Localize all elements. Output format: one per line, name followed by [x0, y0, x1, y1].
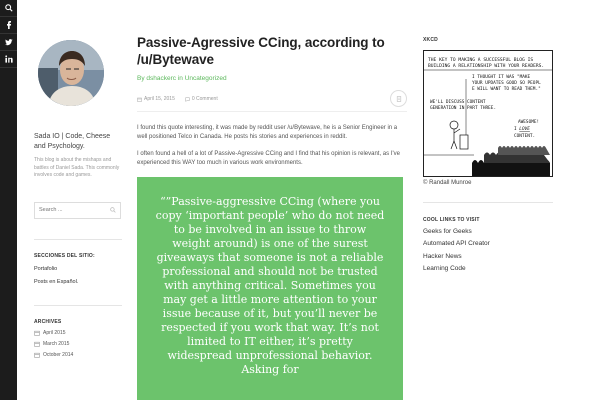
link-geeks-for-geeks[interactable]: Geeks for Geeks [423, 227, 472, 235]
comments-link[interactable] [185, 96, 218, 102]
svg-text:YOUR UPDATES GOOD SO PEOPL: YOUR UPDATES GOOD SO PEOPL [472, 81, 541, 86]
comic-drawing [424, 51, 553, 177]
site-description: This blog is about the mishaps and battles of Daniel Sada. This commonly involves code and games. [34, 157, 120, 178]
search-icon[interactable] [110, 207, 116, 213]
date-label: April 15, 2015 [144, 96, 175, 102]
facebook-button[interactable] [0, 17, 17, 34]
link-automated-api-creator[interactable]: Automated API Creator [423, 240, 490, 247]
archive-item[interactable] [34, 352, 122, 358]
search-button[interactable] [0, 0, 17, 17]
section-link-portafolio[interactable]: Portafolio [34, 265, 58, 272]
comic-credit: © Randall Munroe [423, 180, 472, 186]
post-paragraph: I often found a hell of a lot of Passive-Agressive CCing and I find that his opinion is relevant, as I've experienced this WAY too much in various work environments. [137, 151, 400, 166]
archive-label: March 2015 [43, 340, 70, 347]
author-link[interactable]: dshackerc [146, 75, 177, 82]
comic-bubble-2: WE'LL DISCUSS CONTENT [430, 100, 486, 105]
xkcd-title: XKCD [423, 37, 438, 43]
right-sidebar [423, 37, 553, 273]
search-box [34, 202, 121, 219]
divider [34, 305, 122, 306]
comment-icon [185, 97, 190, 102]
xkcd-comic[interactable] [423, 50, 553, 177]
calendar-icon [34, 352, 40, 358]
search-icon [5, 4, 13, 12]
svg-text:BUILDING A RELATIONSHIP WITH Y: BUILDING A RELATIONSHIP WITH YOUR READERS. [428, 64, 545, 69]
divider [137, 111, 407, 112]
comments-label: 0 Comment [191, 96, 218, 102]
linkedin-button[interactable] [0, 51, 17, 68]
archive-item[interactable] [34, 330, 122, 336]
svg-text:I LOVE: I LOVE [514, 127, 530, 132]
archive-label: October 2014 [43, 351, 74, 358]
calendar-icon [137, 97, 142, 102]
comic-bubble-3: AWESOME! [518, 120, 540, 125]
divider [423, 202, 553, 203]
svg-text:GENERATION IN PART THREE.: GENERATION IN PART THREE. [430, 106, 497, 111]
calendar-icon [34, 341, 40, 347]
facebook-icon [5, 21, 13, 29]
links-title: COOL LINKS TO VISIT [423, 217, 480, 223]
by-prefix: By [137, 75, 147, 82]
comic-caption: THE KEY TO MAKING A SUCCESSFUL BLOG IS [428, 58, 534, 63]
link-hacker-news[interactable]: Hacker News [423, 252, 462, 260]
byline [137, 75, 407, 82]
post-format-button[interactable] [390, 90, 407, 107]
post-content [137, 35, 407, 400]
post-meta [137, 96, 407, 102]
post-title[interactable]: Passive-Agressive CCing, according to /u/Bytewave [137, 35, 385, 67]
section-link-posts-espanol[interactable]: Posts en Español. [34, 278, 79, 285]
post-paragraph: I found this quote interesting, it was made by reddit user /u/Bytewave, he is a Senior Engineer in a well positioned Telco in Canada. He posts his stories and experiences in reddit. [137, 125, 398, 140]
category-link[interactable]: Uncategorized [184, 75, 227, 82]
social-bar [0, 0, 17, 400]
twitter-icon [5, 38, 13, 46]
svg-text:E WILL WANT TO READ THEM.": E WILL WANT TO READ THEM." [472, 87, 541, 92]
author-photo [38, 40, 104, 106]
svg-text:CONTENT.: CONTENT. [514, 134, 536, 139]
archives-title: ARCHIVES [34, 318, 62, 325]
site-title: Sada IO | Code, Cheese and Psychology. [34, 133, 111, 150]
calendar-icon [34, 330, 40, 336]
divider [34, 239, 122, 240]
comic-bubble-1: I THOUGHT IT WAS "MAKE [472, 75, 531, 80]
post-date [137, 96, 175, 102]
blockquote: “”Passive-aggressive CCing (where you copy ‘important people’ who do not need to be involved in an issue to throw weight around) is one of the surest giveaways that someone is not a reliable professional and should not be trusted with anything critical. Sometimes you may get a little more attention to your issue because of it, but you’ll never be respected if you work that way. It’s not limited to IT either, it’s pretty widespread unprofessional behavior. Asking for [137, 177, 403, 400]
sections-title: SECCIONES DEL SITIO: [34, 252, 95, 259]
twitter-button[interactable] [0, 34, 17, 51]
in-text: in [176, 75, 185, 82]
search-input[interactable] [39, 207, 99, 213]
archive-item[interactable] [34, 341, 122, 347]
link-learning-code[interactable]: Learning Code [423, 265, 466, 272]
avatar[interactable] [38, 40, 104, 106]
document-icon [396, 96, 402, 102]
linkedin-icon [5, 55, 13, 63]
archive-label: April 2015 [43, 329, 66, 336]
left-sidebar [34, 40, 122, 358]
